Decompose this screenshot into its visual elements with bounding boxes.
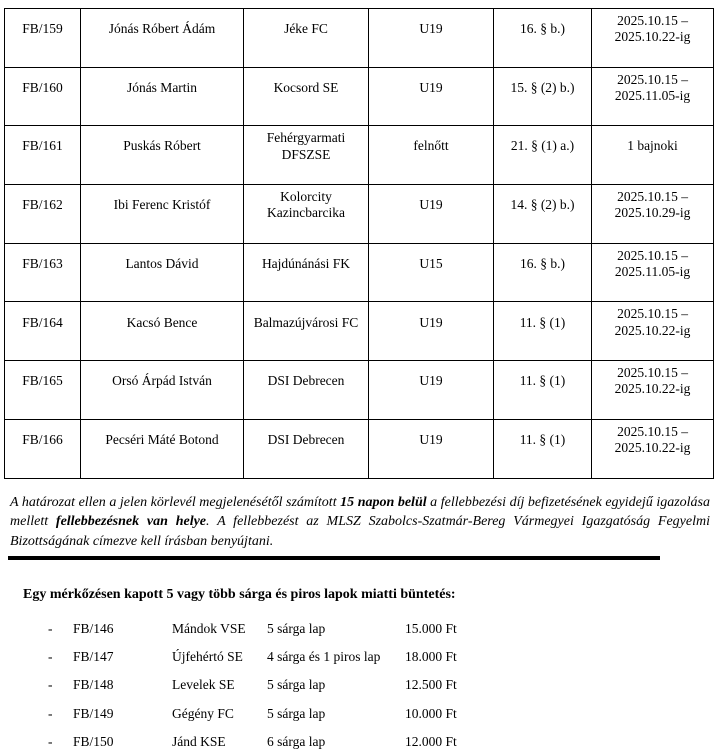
club-cell: Hajdúnánási FK	[244, 243, 369, 302]
rule-ref-cell: 15. § (2) b.)	[494, 67, 592, 126]
section-divider	[8, 556, 660, 560]
fine-club: Újfehértó SE	[172, 649, 243, 665]
table-row	[5, 302, 714, 361]
rule-ref-cell: 14. § (2) b.)	[494, 185, 592, 244]
fines-heading: Egy mérkőzésen kapott 5 vagy több sárga és piros lapok miatti büntetés:	[23, 587, 456, 602]
case-id-cell: FB/162	[5, 185, 81, 244]
sanction-cell: 2025.10.15 – 2025.11.05-ig	[592, 67, 714, 126]
player-cell: Lantos Dávid	[81, 243, 244, 302]
fine-cards: 5 sárga lap	[267, 677, 326, 693]
list-item	[48, 671, 717, 699]
case-id-cell: FB/165	[5, 361, 81, 420]
rule-ref-cell: 11. § (1)	[494, 302, 592, 361]
rule-ref-cell: 16. § b.)	[494, 9, 592, 68]
case-id-cell: FB/163	[5, 243, 81, 302]
club-cell: Jéke FC	[244, 9, 369, 68]
bullet-dash: -	[48, 677, 53, 693]
rule-ref-cell: 16. § b.)	[494, 243, 592, 302]
table-row	[5, 419, 714, 478]
appeal-bold-deadline: 15 napon belül	[340, 494, 427, 510]
case-id-cell: FB/166	[5, 419, 81, 478]
fine-case-id: FB/146	[73, 621, 114, 637]
player-cell: Jónás Róbert Ádám	[81, 9, 244, 68]
table-row	[5, 9, 714, 68]
case-id-cell: FB/161	[5, 126, 81, 185]
sanction-cell: 2025.10.15 – 2025.11.05-ig	[592, 243, 714, 302]
player-cell: Pecséri Máté Botond	[81, 419, 244, 478]
sanction-cell: 1 bajnoki	[592, 126, 714, 185]
sanction-cell: 2025.10.15 – 2025.10.29-ig	[592, 185, 714, 244]
bullet-dash: -	[48, 649, 53, 665]
table-row	[5, 243, 714, 302]
table-row	[5, 185, 714, 244]
fine-cards: 4 sárga és 1 piros lap	[267, 649, 381, 665]
fine-amount: 12.500 Ft	[405, 677, 457, 693]
fine-club: Levelek SE	[172, 677, 235, 693]
fine-case-id: FB/147	[73, 649, 114, 665]
fine-amount: 12.000 Ft	[405, 733, 457, 749]
case-id-cell: FB/164	[5, 302, 81, 361]
table-row	[5, 361, 714, 420]
club-cell: Kolorcity Kazincbarcika	[244, 185, 369, 244]
case-id-cell: FB/159	[5, 9, 81, 68]
rule-ref-cell: 21. § (1) a.)	[494, 126, 592, 185]
bullet-dash: -	[48, 705, 53, 721]
list-item	[48, 728, 717, 752]
fine-case-id: FB/150	[73, 733, 114, 749]
player-cell: Puskás Róbert	[81, 126, 244, 185]
fine-amount: 18.000 Ft	[405, 649, 457, 665]
appeal-bold-right: fellebbezésnek van helye	[55, 514, 207, 529]
appeal-text: a fellebbezési díj befizetésének egyidejű igazolása mellett	[10, 494, 710, 529]
bullet-dash: -	[48, 621, 53, 637]
list-item	[48, 643, 717, 671]
age-group-cell: U19	[369, 302, 494, 361]
age-group-cell: U19	[369, 67, 494, 126]
fine-case-id: FB/149	[73, 705, 114, 721]
table-row	[5, 126, 714, 185]
appeal-paragraph	[10, 493, 710, 552]
sanction-cell: 2025.10.15 – 2025.10.22-ig	[592, 302, 714, 361]
club-cell: DSI Debrecen	[244, 361, 369, 420]
fine-club: Gégény FC	[172, 705, 234, 721]
age-group-cell: U19	[369, 361, 494, 420]
club-cell: Fehérgyarmati DFSZSE	[244, 126, 369, 185]
club-cell: DSI Debrecen	[244, 419, 369, 478]
fine-cards: 5 sárga lap	[267, 621, 326, 637]
list-item	[48, 615, 717, 643]
list-item	[48, 700, 717, 728]
age-group-cell: felnőtt	[369, 126, 494, 185]
fine-club: Jánd KSE	[172, 733, 226, 749]
sanction-cell: 2025.10.15 – 2025.10.22-ig	[592, 9, 714, 68]
sanction-cell: 2025.10.15 – 2025.10.22-ig	[592, 361, 714, 420]
age-group-cell: U15	[369, 243, 494, 302]
age-group-cell: U19	[369, 9, 494, 68]
appeal-text: A határozat ellen a jelen körlevél megjelenésétől számított	[10, 494, 341, 510]
rule-ref-cell: 11. § (1)	[494, 361, 592, 420]
player-cell: Jónás Martin	[81, 67, 244, 126]
player-cell: Kacsó Bence	[81, 302, 244, 361]
sanction-cell: 2025.10.15 – 2025.10.22-ig	[592, 419, 714, 478]
fine-cards: 5 sárga lap	[267, 705, 326, 721]
fine-case-id: FB/148	[73, 677, 114, 693]
player-cell: Ibi Ferenc Kristóf	[81, 185, 244, 244]
player-cell: Orsó Árpád István	[81, 361, 244, 420]
table-row	[5, 67, 714, 126]
fine-amount: 10.000 Ft	[405, 705, 457, 721]
age-group-cell: U19	[369, 185, 494, 244]
fine-club: Mándok VSE	[172, 621, 246, 637]
club-cell: Kocsord SE	[244, 67, 369, 126]
bullet-dash: -	[48, 733, 53, 749]
club-cell: Balmazújvárosi FC	[244, 302, 369, 361]
rule-ref-cell: 11. § (1)	[494, 419, 592, 478]
fine-amount: 15.000 Ft	[405, 621, 457, 637]
age-group-cell: U19	[369, 419, 494, 478]
case-id-cell: FB/160	[5, 67, 81, 126]
suspensions-table	[4, 8, 714, 479]
fine-cards: 6 sárga lap	[267, 733, 326, 749]
appeal-text: . A fellebbezést az MLSZ Szabolcs-Szatmár-Bereg Vármegyei Igazgatóság Fegyelmi Bizottságának címezve kell írásban benyújtani.	[10, 514, 711, 549]
fines-list	[0, 615, 717, 752]
